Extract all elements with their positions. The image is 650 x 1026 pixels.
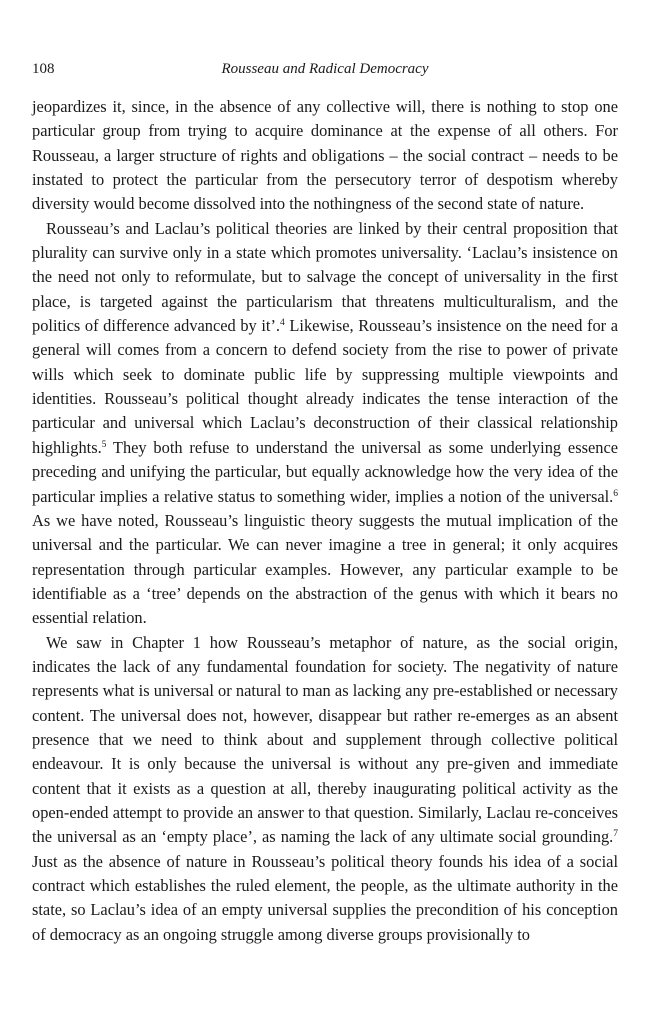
paragraph-2 bbox=[32, 217, 618, 631]
paragraph-1 bbox=[32, 95, 618, 217]
paragraph-text: We saw in Chapter 1 how Rousseau’s metaphor of nature, as the social origin, indicates the lack of any fundamental foundation for society. The negativity of nature represents what is universal or natural to man as lacking any pre-established or necessary content. The universal does not, however, disappear but rather re-emerges as an absent presence that we need to think about and supplement through collective political endeavour. It is only because the universal is without any pre-given and immediate content that it exists as a question at all, thereby inaugurating political activity as the open-ended attempt to provide an answer to that question. Similarly, Laclau re-conceives the universal as an ‘empty place’, as naming the lack of any ultimate social grounding. bbox=[32, 632, 618, 847]
paragraph-text: Rousseau’s and Laclau’s political theories are linked by their central proposition that plurality can survive only in a state which promotes universality. ‘Laclau’s insistence on the need not only to reformulate, but to salvage the concept of universality in the first place, is targeted against the particularism that threatens multiculturalism, and the politics of difference advanced by it’. bbox=[32, 218, 618, 336]
footnote-marker-7: 7 bbox=[613, 829, 618, 840]
paragraph-3 bbox=[32, 631, 618, 947]
paragraph-text: jeopardizes it, since, in the absence of any collective will, there is nothing to stop one particular group from trying to acquire dominance at the expense of all others. For Rousseau, a larger structure of rights and obligations – the social contract – needs to be instated to protect the particular from the persecutory terror of despotism whereby diversity would become dissolved into the nothingness of the second state of nature. bbox=[32, 97, 618, 214]
paragraph-text: Just as the absence of nature in Rousseau’s political theory founds his idea of a social contract which establishes the ruled element, the people, as the ultimate authority in the state, so Laclau’s idea of an empty universal supplies the precondition of his conception of democracy as an ongoing struggle among diverse groups provisionally to bbox=[32, 851, 618, 944]
paragraph-text: They both refuse to understand the universal as some underlying essence preceding and unifying the particular, but equally acknowledge how the very idea of the particular implies a relative status to something wider, implies a notion of the universal. bbox=[32, 437, 618, 506]
body-text bbox=[32, 95, 618, 947]
paragraph-text: As we have noted, Rousseau’s linguistic theory suggests the mutual implication of the universal and the particular. We can never imagine a tree in general; it only acquires representation through particular examples. However, any particular example to be identifiable as a ‘tree’ depends on the abstraction of the genus with which it bears no essential relation. bbox=[32, 510, 618, 628]
running-head bbox=[32, 58, 618, 80]
running-title: Rousseau and Radical Democracy bbox=[221, 61, 429, 77]
footnote-marker-6: 6 bbox=[613, 488, 618, 499]
paragraph-text: Likewise, Rousseau’s insistence on the need for a general will comes from a concern to defend society from the rise to power of private wills which seek to dominate public life by suppressing multiple viewpoints and identities. Rousseau’s political thought already indicates the tense interaction of the particular and universal which Laclau’s deconstruction of their classical relationship highlights. bbox=[32, 316, 619, 457]
footnote-marker-4: 4 bbox=[280, 318, 285, 329]
footnote-marker-5: 5 bbox=[101, 439, 107, 450]
page-number: 108 bbox=[32, 61, 55, 77]
